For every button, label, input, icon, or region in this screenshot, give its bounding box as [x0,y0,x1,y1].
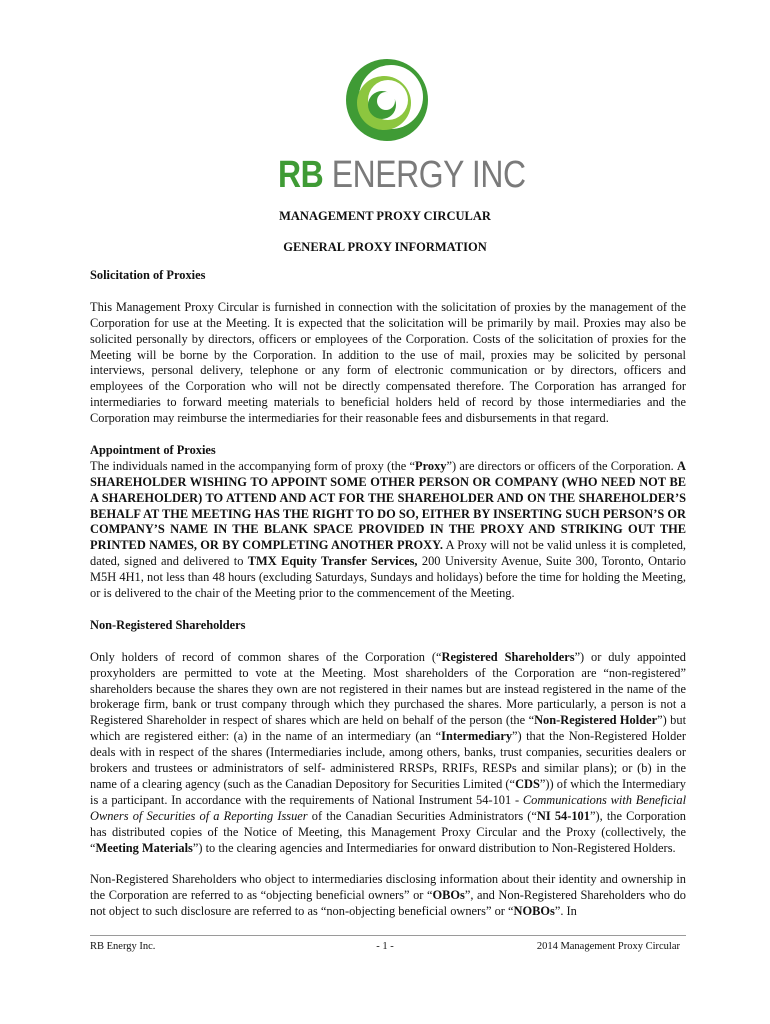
footer-page-number: - 1 - [376,941,394,952]
caps-warning: A SHAREHOLDER WISHING TO APPOINT SOME OTHER PERSON OR COMPANY (WHO NEED NOT BE A SHAREHOLDER) TO ATTEND AND ACT FOR THE SHAREHOLDER AND ON THE SHAREHOLDER’S BEHALF AT THE MEETING HAS THE RIGHT TO DO SO, EITHER BY INSERTING SUCH PERSON’S OR COMPANY’S NAME IN THE BLANK SPACE PROVIDED IN THE PROXY AND STRIKING OUT THE PRINTED NAMES, OR BY COMPLETING ANOTHER PROXY. [90,458,686,553]
paragraph-obo-nobo: Non-Registered Shareholders who object to intermediaries disclosing information about their identity and ownership in the Corporation are referred to as “objecting beneficial owners” or “OBOs”, and Non-Registered Shareholders who do not object to such disclosure are referred to as “non-objecting beneficial owners” or “NOBOs”. In [90,872,686,919]
document-title: MANAGEMENT PROXY CIRCULAR [279,209,491,223]
heading-solicitation: Solicitation of Proxies [90,268,206,282]
paragraph-appointment: The individuals named in the accompanying form of proxy (the “Proxy”) are directors or officers of the Corporation. A SHAREHOLDER WISHING TO APPOINT SOME OTHER PERSON OR COMPANY (WHO NEED NOT BE A SHAREHOLDER) TO ATTEND AND ACT FOR THE SHAREHOLDER AND ON THE SHAREHOLDER’S BEHALF AT THE MEETING HAS THE RIGHT TO DO SO, EITHER BY INSERTING SUCH PERSON’S OR COMPANY’S NAME IN THE BLANK SPACE PROVIDED IN THE PROXY AND STRIKING OUT THE PRINTED NAMES, OR BY COMPLETING ANOTHER PROXY. A Proxy will not be valid unless it is completed, dated, signed and delivered to TMX Equity Transfer Services, 200 University Avenue, Suite 300, Toronto, Ontario M5H 4H1, not less than 48 hours (excluding Saturdays, Sundays and holidays) before the time for holding the Meeting, or is delivered to the chair of the Meeting prior to the commencement of the Meeting. [90,458,686,601]
document-body [90,268,686,920]
heading-appointment: Appointment of Proxies [90,442,216,457]
footer-company: RB Energy Inc. [90,941,156,952]
paragraph-non-registered: Only holders of record of common shares of the Corporation (“Registered Shareholders”) or duly appointed proxyholders are permitted to vote at the Meeting. Most shareholders of the Corporation are “non-registered” shareholders because the shares they own are not registered in their names but are instead registered in the name of the brokerage firm, bank or trust company through which they purchased the shares. More particularly, a person is not a Registered Shareholder in respect of shares which are held on behalf of the person (the “Non-Registered Holder”) but which are registered either: (a) in the name of an intermediary (an “Intermediary”) that the Non-Registered Holder deals with in respect of the shares (Intermediaries include, among others, banks, trust companies, securities dealers or brokers and trustees or administrators of self- administered RRSPs, RRIFs, RESPs and similar plans); or (b) in the name of a clearing agency (such as the Canadian Depository for Securities Limited (“CDS”)) of which the Intermediary is a participant. In accordance with the requirements of National Instrument 54-101 - Communications with Beneficial Owners of Securities of a Reporting Issuer of the Canadian Securities Administrators (“NI 54-101”), the Corporation has distributed copies of the Notice of Meeting, this Management Proxy Circular and the Proxy (collectively, the “Meeting Materials”) to the clearing agencies and Intermediaries for onward distribution to Non-Registered Holders. [90,649,687,855]
footer-divider [90,935,686,936]
brand-wordmark [278,154,526,196]
paragraph-solicitation: This Management Proxy Circular is furnished in connection with the solicitation of proxies by the management of the Corporation for use at the Meeting. It is expected that the solicitation will be primarily by mail. Proxies may also be solicited personally by directors, officers or employees of the Corporation. Costs of the solicitation of proxies for the Meeting will be borne by the Corporation. In addition to the use of mail, proxies may be solicited by personal interviews, personal delivery, telephone or any form of electronic communication or by directors, officers and employees of the Corporation who will not be directly compensated therefore. The Corporation has arranged for intermediaries to forward meeting materials to beneficial holders held of record by those intermediaries and the Corporation may reimburse the intermediaries for their reasonable fees and disbursements in that regard. [90,299,686,426]
swirl-logo-icon [270,54,505,154]
brand-name-rest: ENERGY INC [323,154,526,196]
brand-name-bold: RB [278,154,324,196]
heading-non-registered: Non-Registered Shareholders [90,617,246,632]
document-subtitle: GENERAL PROXY INFORMATION [283,240,487,254]
footer-document-name: 2014 Management Proxy Circular [536,941,680,952]
